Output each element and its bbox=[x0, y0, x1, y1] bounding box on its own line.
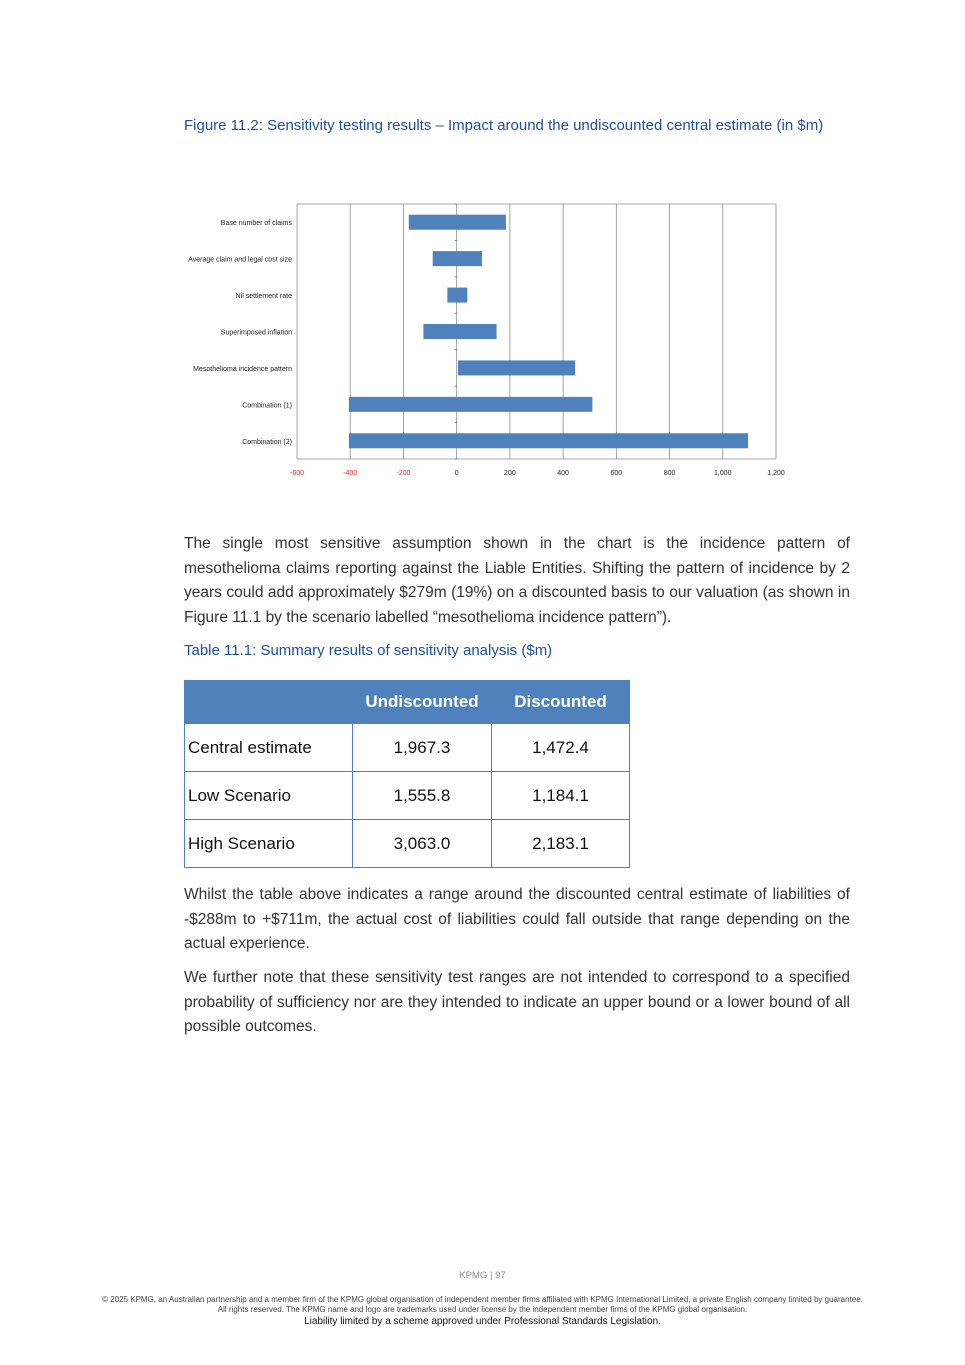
legal-notice: © 2025 KPMG, an Australian partnership and a member firm of the KPMG global organisation of independent member firms affiliated with KPMG International Limited, a private English company limited by guarantee. All rights reserved. The KPMG name and logo are trademarks used under license by the independent member firms of the KPMG global organisation. bbox=[102, 1295, 863, 1314]
table-cell: 1,472.4 bbox=[492, 724, 630, 772]
x-tick-label: 400 bbox=[557, 470, 569, 477]
figure-caption: Figure 11.2: Sensitivity testing results – Impact around the undiscounted central estimate (in $m) bbox=[184, 117, 824, 134]
table-cell: 3,063.0 bbox=[353, 820, 492, 868]
category-label: Combination (1) bbox=[242, 402, 292, 410]
table-row-label: Low Scenario bbox=[185, 772, 353, 820]
table-row-label: Central estimate bbox=[185, 724, 353, 772]
category-label: Base number of claims bbox=[220, 220, 292, 228]
table-cell: 1,967.3 bbox=[353, 724, 492, 772]
bar bbox=[458, 360, 575, 375]
category-label: Nil settlement rate bbox=[235, 293, 292, 301]
page-number: KPMG | 97 bbox=[459, 1270, 506, 1281]
category-label: Superimposed inflation bbox=[220, 329, 292, 337]
paragraph-sensitive-assumption: The single most sensitive assumption shown in the chart is the incidence pattern of mesothelioma claims reporting against the Liable Entities. Shifting the pattern of incidence by 2 years could add approximately $279m (19%) on a discounted basis to our valuation (as shown in Figure 11.1 by the scenario labelled “mesothelioma incidence pattern”). bbox=[184, 535, 850, 626]
x-tick-label: 1,200 bbox=[767, 470, 785, 477]
paragraph-note: We further note that these sensitivity test ranges are not intended to correspond to a specified probability of sufficiency nor are they intended to indicate an upper bound or a lower bound of all possible outcomes. bbox=[184, 969, 850, 1035]
x-tick-label: 600 bbox=[610, 470, 623, 477]
bar bbox=[433, 251, 482, 266]
summary-table bbox=[184, 680, 630, 868]
bar bbox=[447, 288, 467, 303]
table-header-cell: Discounted bbox=[492, 681, 630, 724]
table-row bbox=[185, 820, 630, 868]
table-cell: 1,184.1 bbox=[492, 772, 630, 820]
table-cell: 2,183.1 bbox=[492, 820, 630, 868]
x-tick-label: -600 bbox=[289, 470, 305, 477]
x-tick-label: -200 bbox=[396, 470, 411, 477]
paragraph-range: Whilst the table above indicates a range around the discounted central estimate of liabilities of -$288m to +$711m, the actual cost of liabilities could fall outside that range depending on the actual experience. bbox=[184, 886, 850, 952]
table-caption: Table 11.1: Summary results of sensitivity analysis ($m) bbox=[184, 642, 553, 659]
table-row bbox=[185, 724, 630, 772]
x-tick-label: 1,000 bbox=[714, 470, 732, 477]
table-header-cell bbox=[185, 681, 353, 724]
table-row-label: High Scenario bbox=[185, 820, 353, 868]
table-row bbox=[185, 772, 630, 820]
x-tick-label: -400 bbox=[343, 470, 358, 477]
x-tick-label: 800 bbox=[663, 470, 676, 477]
category-label: Average claim and legal cost size bbox=[188, 256, 292, 264]
category-label: Combination (2) bbox=[242, 438, 292, 446]
x-tick-label: 0 bbox=[454, 470, 459, 477]
sensitivity-chart-svg bbox=[180, 195, 800, 490]
bar bbox=[423, 324, 496, 339]
bar bbox=[349, 433, 748, 448]
x-tick-label: 200 bbox=[504, 470, 516, 477]
liability-notice: Liability limited by a scheme approved under Professional Standards Legislation. bbox=[304, 1316, 661, 1327]
bar bbox=[349, 397, 592, 412]
category-label: Mesothelioma incidence pattern bbox=[193, 365, 292, 373]
sensitivity-chart bbox=[180, 195, 800, 490]
table-header-cell: Undiscounted bbox=[353, 681, 492, 724]
bar bbox=[409, 215, 506, 230]
table-cell: 1,555.8 bbox=[353, 772, 492, 820]
table-header-row bbox=[185, 681, 630, 724]
